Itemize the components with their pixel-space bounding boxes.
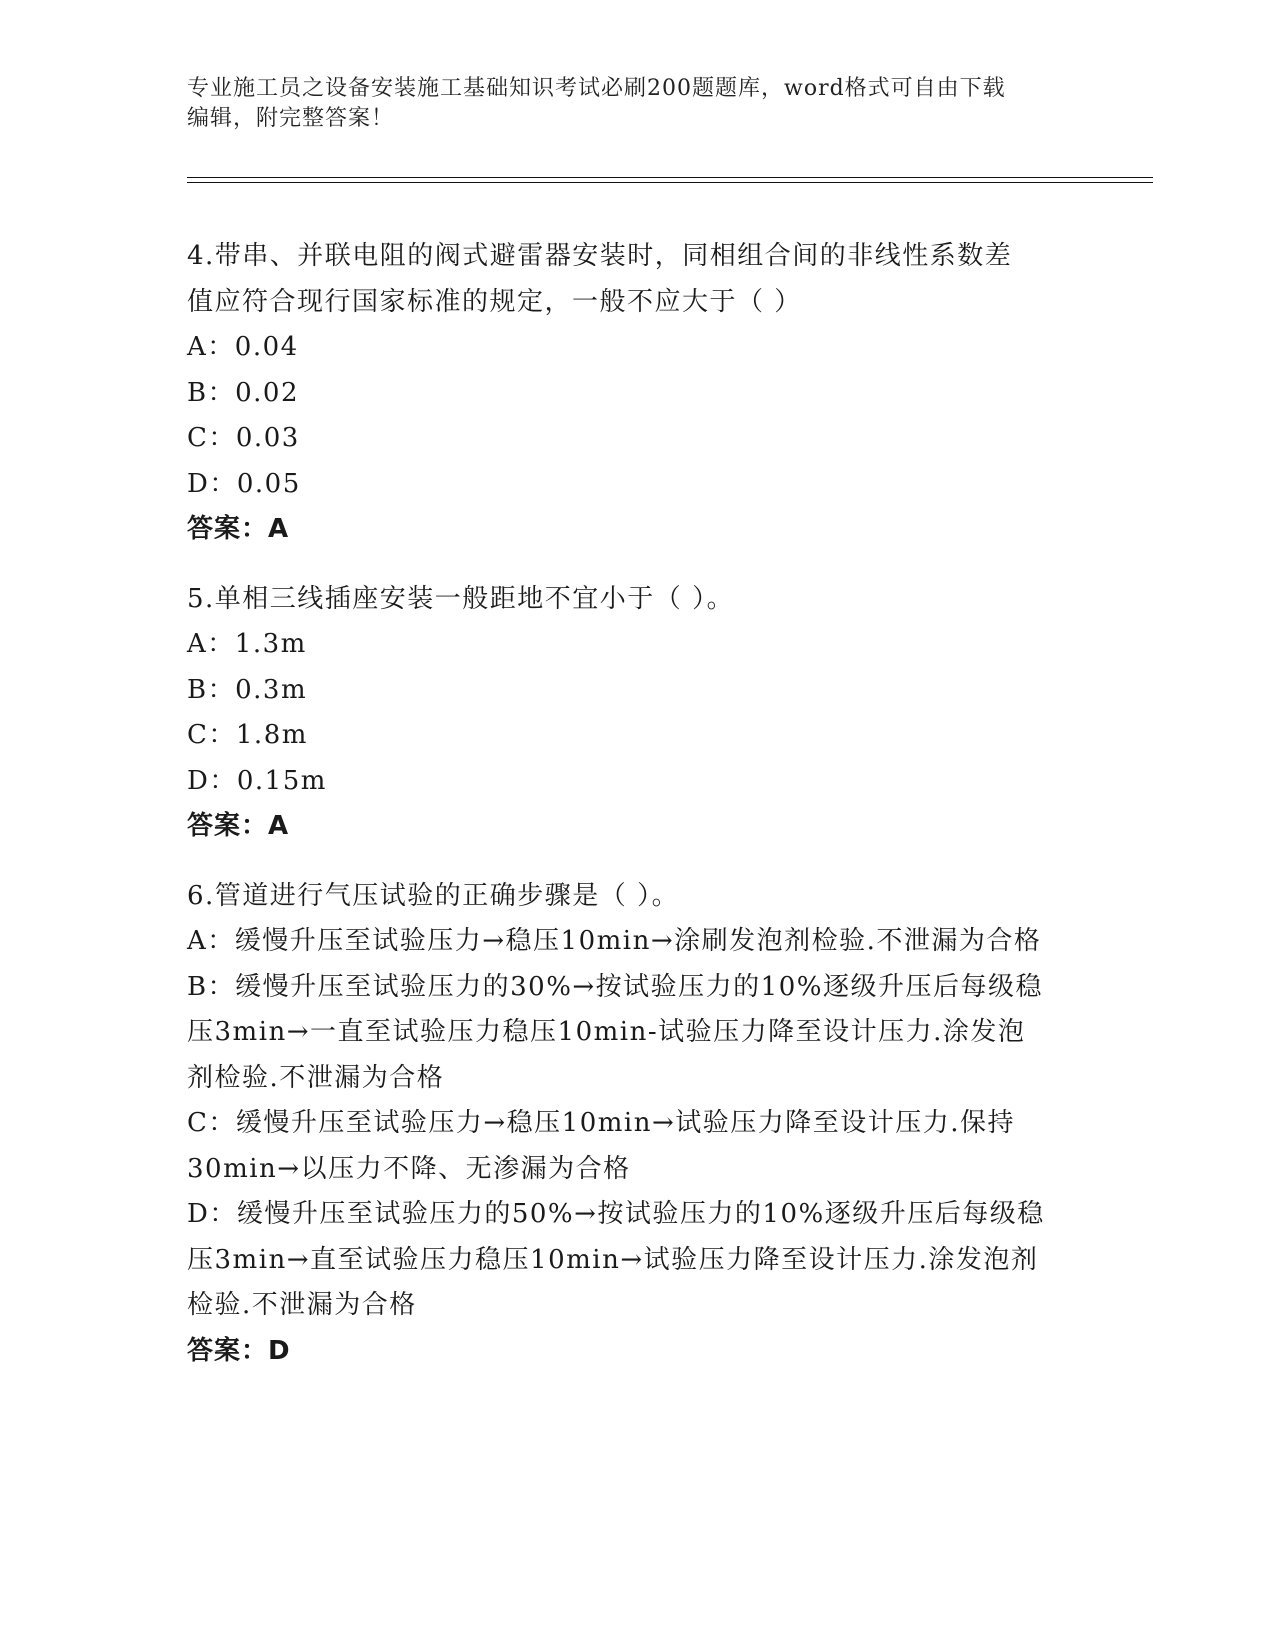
- option-c: C：0.03: [187, 423, 300, 453]
- option-c: C：1.8m: [187, 720, 308, 750]
- header-divider-bottom: [187, 182, 1153, 183]
- answer-label: 答案：D: [187, 1335, 291, 1366]
- question-stem-line: 值应符合现行国家标准的规定，一般不应大于（ ）: [187, 286, 802, 317]
- option-c: C：缓慢升压至试验压力→稳压10min→试验压力降至设计压力.保持: [187, 1108, 1016, 1138]
- question-6: [187, 874, 1087, 1375]
- option-d-continued: 检验.不泄漏为合格: [187, 1290, 417, 1320]
- option-b-continued: 剂检验.不泄漏为合格: [187, 1062, 445, 1093]
- option-a: A：1.3m: [187, 629, 307, 659]
- question-5: [187, 577, 1087, 850]
- header-title-line-1: 专业施工员之设备安装施工基础知识考试必刷200题题库，word格式可自由下载: [187, 76, 1006, 101]
- option-d-continued: 压3min→直至试验压力稳压10min→试验压力降至设计压力.涂发泡剂: [187, 1244, 1039, 1275]
- question-stem-line: 5.单相三线插座安装一般距地不宜小于（ ）。: [187, 583, 735, 614]
- option-d: D：缓慢升压至试验压力的50%→按试验压力的10%逐级升压后每级稳: [187, 1199, 1045, 1229]
- header-title-line-2: 编辑，附完整答案！: [187, 106, 395, 131]
- option-d: D：0.15m: [187, 765, 327, 796]
- document-header: [187, 74, 1067, 134]
- option-d: D：0.05: [187, 468, 301, 499]
- question-4: [187, 234, 1087, 553]
- header-divider-top: [187, 177, 1153, 178]
- option-a: A：0.04: [187, 332, 299, 362]
- option-a: A：缓慢升压至试验压力→稳压10min→涂刷发泡剂检验.不泄漏为合格: [187, 926, 1042, 956]
- option-b-continued: 压3min→一直至试验压力稳压10min-试验压力降至设计压力.涂发泡: [187, 1017, 1026, 1047]
- option-b: B：0.02: [187, 377, 299, 408]
- option-c-continued: 30min→以压力不降、无渗漏为合格: [187, 1153, 631, 1184]
- option-b: B：缓慢升压至试验压力的30%→按试验压力的10%逐级升压后每级稳: [187, 971, 1043, 1002]
- answer-label: 答案：A: [187, 514, 290, 544]
- option-b: B：0.3m: [187, 674, 308, 705]
- question-stem-line: 4.带串、并联电阻的阀式避雷器安装时，同相组合间的非线性系数差: [187, 241, 1013, 271]
- question-list: [187, 234, 1087, 1398]
- question-stem-line: 6.管道进行气压试验的正确步骤是（ ）。: [187, 880, 680, 911]
- answer-label: 答案：A: [187, 811, 290, 841]
